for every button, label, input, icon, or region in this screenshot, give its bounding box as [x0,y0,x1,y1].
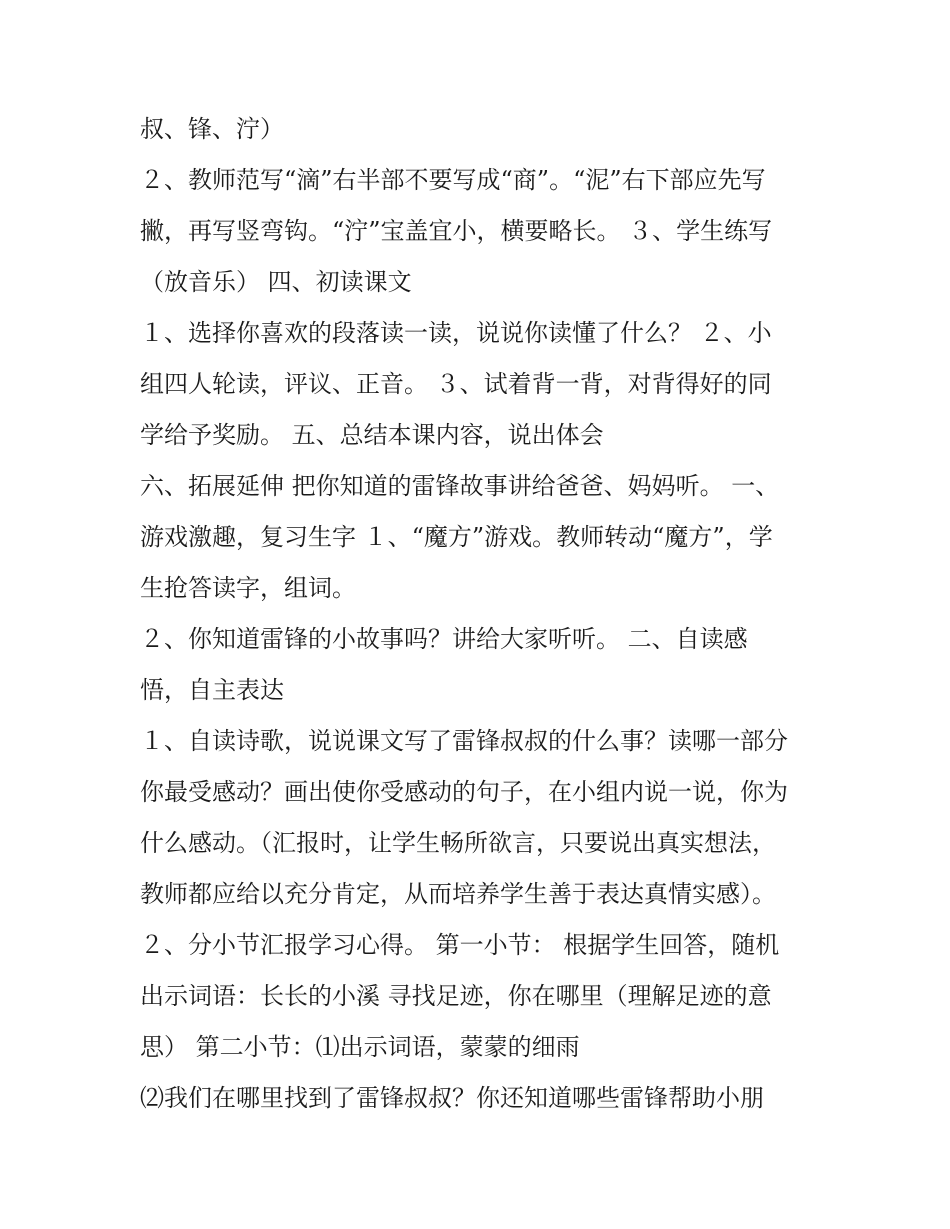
text-line: ２、分小节汇报学习心得。 第一小节： 根据学生回答，随机 [140,931,780,959]
text-line: 游戏激趣，复习生字 １、“魔方”游戏。教师转动“魔方”，学 [140,523,773,551]
text-line: ⑵我们在哪里找到了雷锋叔叔？你还知道哪些雷锋帮助小朋 [140,1084,764,1112]
text-line: １、自读诗歌，说说课文写了雷锋叔叔的什么事？读哪一部分 [140,727,788,755]
document-body [140,104,830,1124]
text-line: 撇，再写竖弯钩。“泞”宝盖宜小，横要略长。 ３、学生练写 [140,217,773,245]
text-line: 组四人轮读，评议、正音。 ３、试着背一背，对背得好的同 [140,370,772,398]
text-line: 出示词语：长长的小溪 寻找足迹，你在哪里（理解足迹的意 [140,982,772,1010]
text-line: 什么感动。（汇报时，让学生畅所欲言，只要说出真实想法， [140,829,776,857]
text-line: 叔、锋、泞） [140,115,284,143]
text-line: 悟，自主表达 [140,676,284,704]
text-line: 学给予奖励。 五、总结本课内容，说出体会 [140,421,604,449]
text-line: 你最受感动？画出使你受感动的句子，在小组内说一说，你为 [140,778,788,806]
text-line: 六、拓展延伸 把你知道的雷锋故事讲给爸爸、妈妈听。 一、 [140,472,780,500]
text-line: 教师都应给以充分肯定，从而培养学生善于表达真情实感）。 [140,880,776,908]
text-line: ２、教师范写“滴”右半部不要写成“商”。“泥”右下部应先写 [140,166,766,194]
text-line: １、选择你喜欢的段落读一读，说说你读懂了什么？ ２、小 [140,319,772,347]
text-line: 思） 第二小节：⑴出示词语，蒙蒙的细雨 [140,1033,580,1061]
text-line: （放音乐） 四、初读课文 [140,268,412,296]
text-line: 生抢答读字，组词。 [140,574,356,602]
text-line: ２、你知道雷锋的小故事吗？讲给大家听听。 二、自读感 [140,625,748,653]
